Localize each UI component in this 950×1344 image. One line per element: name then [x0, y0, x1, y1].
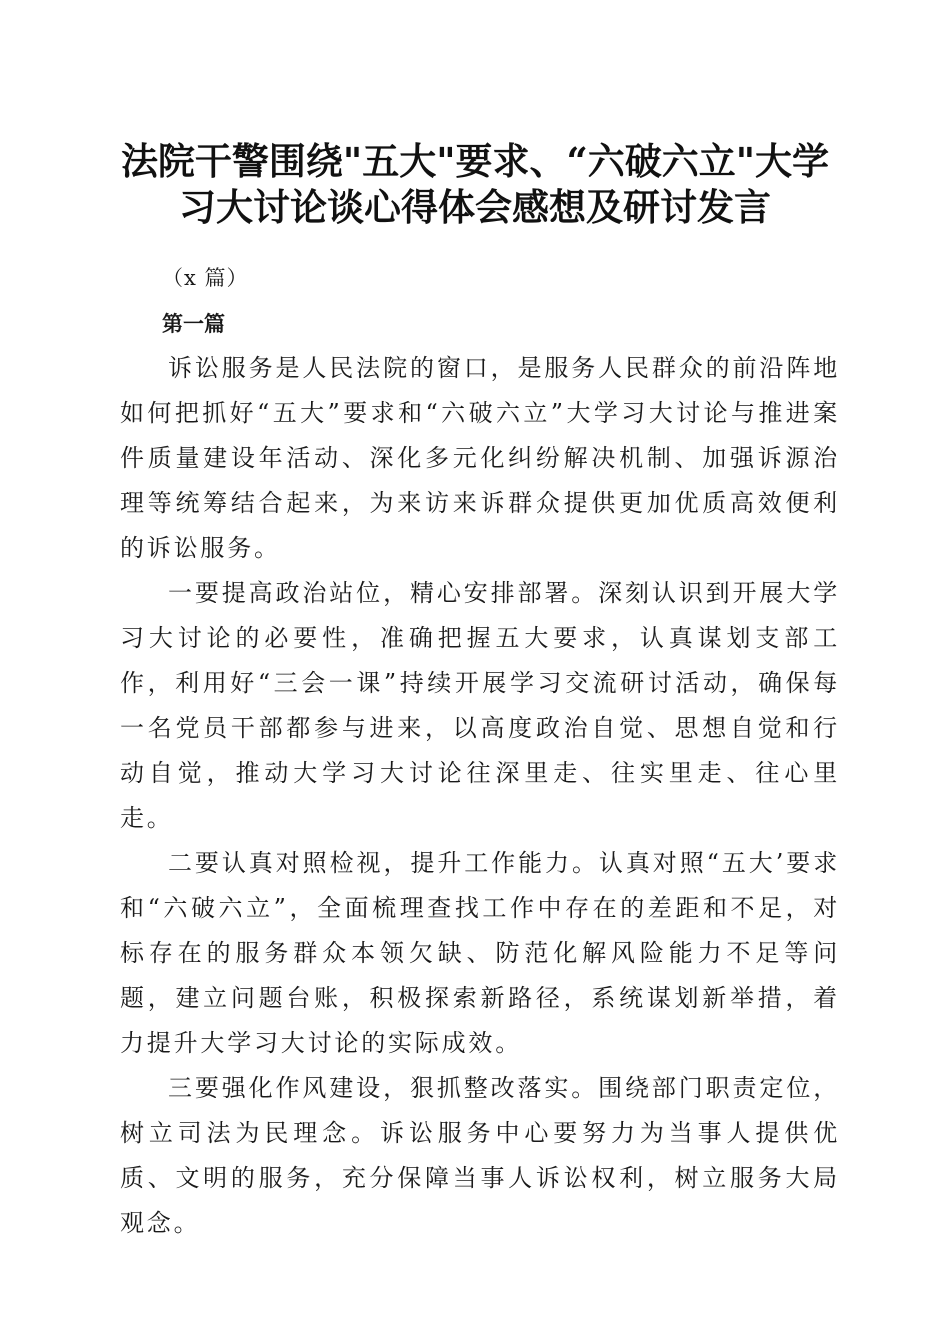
paragraph-intro: 诉讼服务是人民法院的窗口，是服务人民群众的前沿阵地如何把抓好“五大”要求和“六破六立”大学习大讨论与推进案件质量建设年活动、深化多元化纠纷解决机制、加强诉源治理等统筹结合起来，为来访来诉群众提供更加优质高效便利的诉讼服务。	[120, 354, 840, 562]
document-body	[120, 256, 840, 1246]
paragraph-point-1: 一要提高政治站位，精心安排部署。深刻认识到开展大学习大讨论的必要性，准确把握五大要求，认真谋划支部工作，利用好“三会一课”持续开展学习交流研讨活动，确保每一名党员干部都参与进来，以高度政治自觉、思想自觉和行动自觉，推动大学习大讨论往深里走、往实里走、往心里走。	[120, 579, 840, 832]
paragraph-point-3: 三要强化作风建设，狠抓整改落实。围绕部门职责定位，树立司法为民理念。诉讼服务中心要努力为当事人提供优质、文明的服务，充分保障当事人诉讼权利，树立服务大局观念。	[120, 1074, 840, 1237]
title-line-2: 习大讨论谈心得体会感想及研讨发言	[179, 185, 771, 229]
title-line-1: 法院干警围绕"五大"要求、“六破六立"大学	[120, 139, 830, 183]
paragraph-point-2: 二要认真对照检视，提升工作能力。认真对照“五大’要求和“六破六立”，全面梳理查找工作中存在的差距和不足，对标存在的服务群众本领欠缺、防范化解风险能力不足等问题，建立问题台账，积极探索新路径，系统谋划新举措，着力提升大学习大讨论的实际成效。	[120, 849, 840, 1057]
document-title	[80, 138, 870, 230]
section-heading: 第一篇	[162, 311, 225, 336]
article-count-label: （x 篇）	[162, 266, 249, 290]
